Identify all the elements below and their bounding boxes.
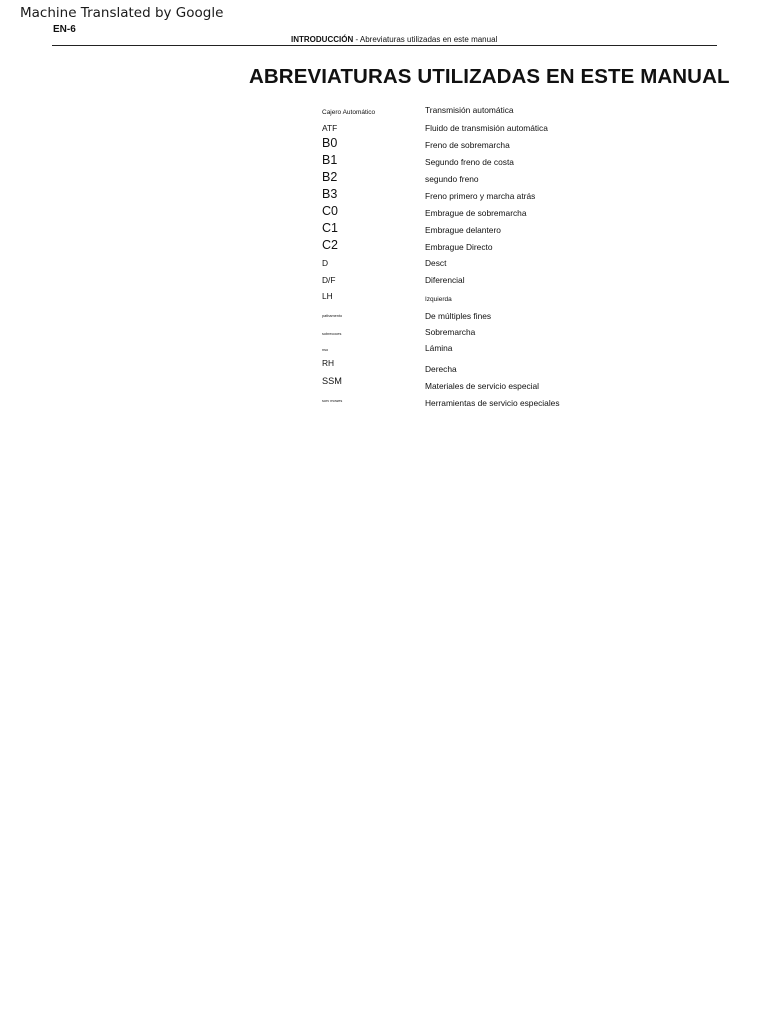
abbreviation-term: sobrecoces — [322, 332, 342, 336]
abbreviation-meaning: Fluido de transmisión automática — [425, 123, 548, 133]
abbreviation-meaning: Izquierda — [425, 296, 452, 303]
abbreviation-term: Cajero Automático — [322, 109, 376, 116]
abbreviation-term: SSM — [322, 376, 342, 386]
abbreviation-term: B3 — [322, 187, 338, 201]
abbreviation-meaning: Sobremarcha — [425, 327, 476, 337]
abbreviation-row — [0, 133, 768, 150]
abbreviation-term: D/F — [322, 275, 336, 285]
abbreviation-meaning: Embrague delantero — [425, 225, 501, 235]
abbreviation-row — [0, 286, 768, 303]
abbreviation-meaning: De múltiples fines — [425, 311, 492, 321]
abbreviation-row — [0, 218, 768, 235]
abbreviation-term: B1 — [322, 153, 338, 167]
abbreviation-meaning: Embrague de sobremarcha — [425, 208, 527, 218]
abbreviation-row — [0, 167, 768, 184]
abbreviation-meaning: Embrague Directo — [425, 242, 493, 252]
abbreviation-meaning: Lámina — [425, 343, 453, 353]
abbreviation-row — [0, 353, 768, 374]
abbreviation-term: sorv mowes — [322, 399, 343, 403]
abbreviation-term: C0 — [322, 204, 338, 218]
abbreviation-row — [0, 235, 768, 252]
abbreviation-meaning: Transmisión automática — [425, 105, 514, 115]
abbreviation-row — [0, 370, 768, 391]
abbreviation-row — [0, 99, 768, 116]
abbreviation-term: LH — [322, 291, 333, 301]
abbreviation-row — [0, 387, 768, 408]
abbreviation-term: B2 — [322, 170, 338, 184]
abbreviation-term: pathamento — [322, 314, 343, 318]
abbreviation-row — [0, 150, 768, 167]
abbreviation-meaning: Desct — [425, 258, 447, 268]
abbreviation-row — [0, 304, 768, 321]
running-header-subsection: Abreviaturas utilizadas en este manual — [359, 35, 498, 44]
abbreviation-row — [0, 184, 768, 201]
abbreviation-meaning: Derecha — [425, 364, 457, 374]
abbreviation-row — [0, 336, 768, 353]
abbreviation-row — [0, 201, 768, 218]
running-header-separator: - — [353, 35, 360, 44]
abbreviation-term: B0 — [322, 136, 338, 150]
abbreviation-row — [0, 268, 768, 285]
abbreviation-term: C2 — [322, 238, 338, 252]
abbreviation-meaning: Freno de sobremarcha — [425, 140, 510, 150]
abbreviation-term: C1 — [322, 221, 338, 235]
abbreviation-meaning: Herramientas de servicio especiales — [425, 398, 560, 408]
page-title: ABREVIATURAS UTILIZADAS EN ESTE MANUAL — [249, 65, 730, 88]
page-number: EN-6 — [53, 24, 76, 35]
abbreviation-meaning: segundo freno — [425, 174, 479, 184]
abbreviation-row — [0, 251, 768, 268]
abbreviation-meaning: Materiales de servicio especial — [425, 381, 540, 391]
abbreviation-term: RH — [322, 358, 335, 368]
abbreviation-meaning: Freno primero y marcha atrás — [425, 191, 536, 201]
abbreviation-row — [0, 320, 768, 337]
running-header-section: INTRODUCCIÓN — [291, 35, 354, 44]
abbreviation-term: D — [322, 258, 329, 268]
abbreviation-meaning: Segundo freno de costa — [425, 157, 514, 167]
abbreviation-term: ATF — [322, 123, 338, 133]
abbreviation-row — [0, 116, 768, 133]
abbreviation-term: nso — [322, 348, 329, 352]
machine-translation-banner: Machine Translated by Google — [20, 5, 224, 21]
abbreviation-meaning: Diferencial — [425, 275, 465, 285]
